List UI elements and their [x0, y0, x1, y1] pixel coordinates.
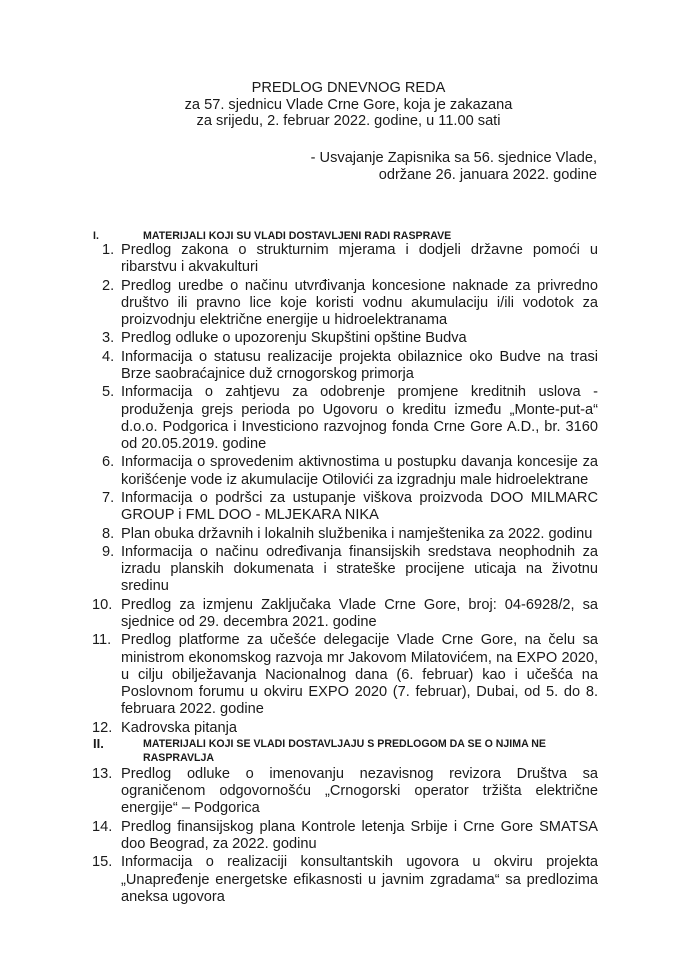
section-1-items [92, 242, 598, 738]
agenda-subtitle-line-1: za 57. sjednicu Vlade Crne Gore, koja je zakazana [184, 96, 513, 113]
agenda-item [92, 818, 598, 853]
agenda-item [92, 719, 598, 737]
item-number: 13. [92, 766, 113, 782]
item-number: 6. [102, 454, 115, 471]
agenda-item [102, 330, 598, 347]
item-text: Predlog finansijskog plana Kontrole letenja Srbije i Crne Gore SMATSA doo Beograd, za 2022. godinu [121, 818, 598, 852]
item-text: Informacija o realizaciji konsultantskih ugovora u okviru projekta „Unapređenje energetske efikasnosti u javnim zgradama“ sa predlozima aneksa ugovora [121, 854, 598, 905]
item-number: 11. [92, 632, 112, 649]
item-text: Plan obuka državnih i lokalnih službenika i namještenika za 2022. godinu [121, 525, 593, 542]
agenda-item [92, 596, 598, 631]
item-text: Predlog za izmjenu Zaključaka Vlade Crne Gore, broj: 04-6928/2, sa sjednice od 29. decembra 2021. godine [121, 596, 598, 630]
item-number: 14. [92, 818, 113, 835]
item-number: 15. [92, 854, 113, 871]
agenda-item [102, 454, 598, 488]
item-text: Informacija o statusu realizacije projekta obilaznice oko Budve na trasi Brze saobraćajnice duž crnogorskog primorja [121, 348, 598, 382]
agenda-item [92, 766, 598, 818]
item-number: 8. [102, 525, 115, 542]
section-heading-2 [93, 737, 598, 765]
item-number: 9. [102, 543, 115, 560]
section-title: MATERIJALI KOJI SU VLADI DOSTAVLJENI RADI RASPRAVE [143, 230, 452, 242]
item-text: Informacija o zahtjevu za odobrenje promjene kreditnih uslova - produženja grejs perioda po Ugovoru o kreditu između „Monte-put-a“ d.o.o. Podgorica i Investiciono razvojnog fonda Crne Gore A.D., br. 3160 od 20.05.2019. godine [121, 384, 598, 452]
agenda-header [0, 80, 679, 130]
agenda-item [102, 349, 598, 383]
item-text: Predlog odluke o imenovanju nezavisnog revizora Društva sa ograničenom odgovornošću „Crnogorski operator tržišta električne energije“ – Podgorica [121, 766, 598, 817]
item-text: Predlog platforme za učešće delegacije Vlade Crne Gore, na čelu sa ministrom ekonomskog razvoja mr Jakovom Milatovićem, na EXPO 2020, u cilju obilježavanja Nacionalnog dana (6. februar) kao i učešća na Poslovnom forumu u okviru EXPO 2020 (7. februar), Dubai, od 5. do 8. februara 2022. godine [121, 632, 598, 718]
agenda-item [102, 526, 598, 543]
item-text: Kadrovska pitanja [121, 719, 238, 736]
section-2-items [92, 766, 598, 907]
item-number: 7. [102, 489, 115, 506]
agenda-title: PREDLOG DNEVNOG REDA [251, 80, 446, 96]
item-number: 4. [102, 348, 115, 365]
item-number: 10. [92, 596, 113, 613]
agenda-item [102, 490, 598, 524]
item-number: 5. [102, 384, 115, 401]
agenda-item [92, 632, 598, 718]
item-text: Predlog zakona o strukturnim mjerama i dodjeli državne pomoći u ribarstvu i akvakulturi [121, 242, 598, 276]
agenda-item [92, 854, 598, 906]
agenda-item [102, 384, 598, 453]
minutes-line-1: - Usvajanje Zapisnika sa 56. sjednice Vlade, [310, 150, 597, 166]
item-text: Predlog odluke o upozorenju Skupštini opštine Budva [121, 330, 467, 347]
item-text: Informacija o sprovedenim aktivnostima u postupku davanja koncesije za korišćenje vode iz akumulacije Otilovići za izgradnju male hidroelektrane [121, 454, 598, 488]
item-number: 2. [102, 277, 115, 294]
agenda-item [102, 242, 598, 276]
minutes-approval [311, 150, 597, 184]
item-number: 3. [102, 330, 115, 347]
section-title: MATERIJALI KOJI SE VLADI DOSTAVLJAJU S PREDLOGOM DA SE O NJIMA NE RASPRAVLJA [143, 738, 546, 764]
section-heading-1 [93, 229, 598, 243]
item-text: Predlog uredbe o načinu utvrđivanja koncesione naknade za privredno društvo ili pravno lice koje koristi vodnu akumulaciju i/ili vodotok za proizvodnju električne energije u hidroelektranama [121, 277, 598, 328]
agenda-item [102, 278, 598, 330]
item-text: Informacija o podršci za ustupanje viškova proizvoda DOO MILMARC GROUP i FML DOO - MLJEKARA NIKA [121, 489, 598, 524]
item-text: Informacija o načinu određivanja finansijskih sredstava neophodnih za izradu planskih dokumenata i strateške procijene uticaja na životnu sredinu [121, 543, 598, 595]
item-number: 12. [92, 719, 113, 736]
item-number: 1. [102, 242, 115, 258]
section-number: II. [93, 736, 104, 751]
agenda-item [102, 544, 598, 596]
agenda-subtitle-line-2: za srijedu, 2. februar 2022. godine, u 11.00 sati [196, 113, 501, 129]
section-number: I. [93, 230, 99, 242]
minutes-line-2: održane 26. januara 2022. godine [378, 167, 597, 183]
